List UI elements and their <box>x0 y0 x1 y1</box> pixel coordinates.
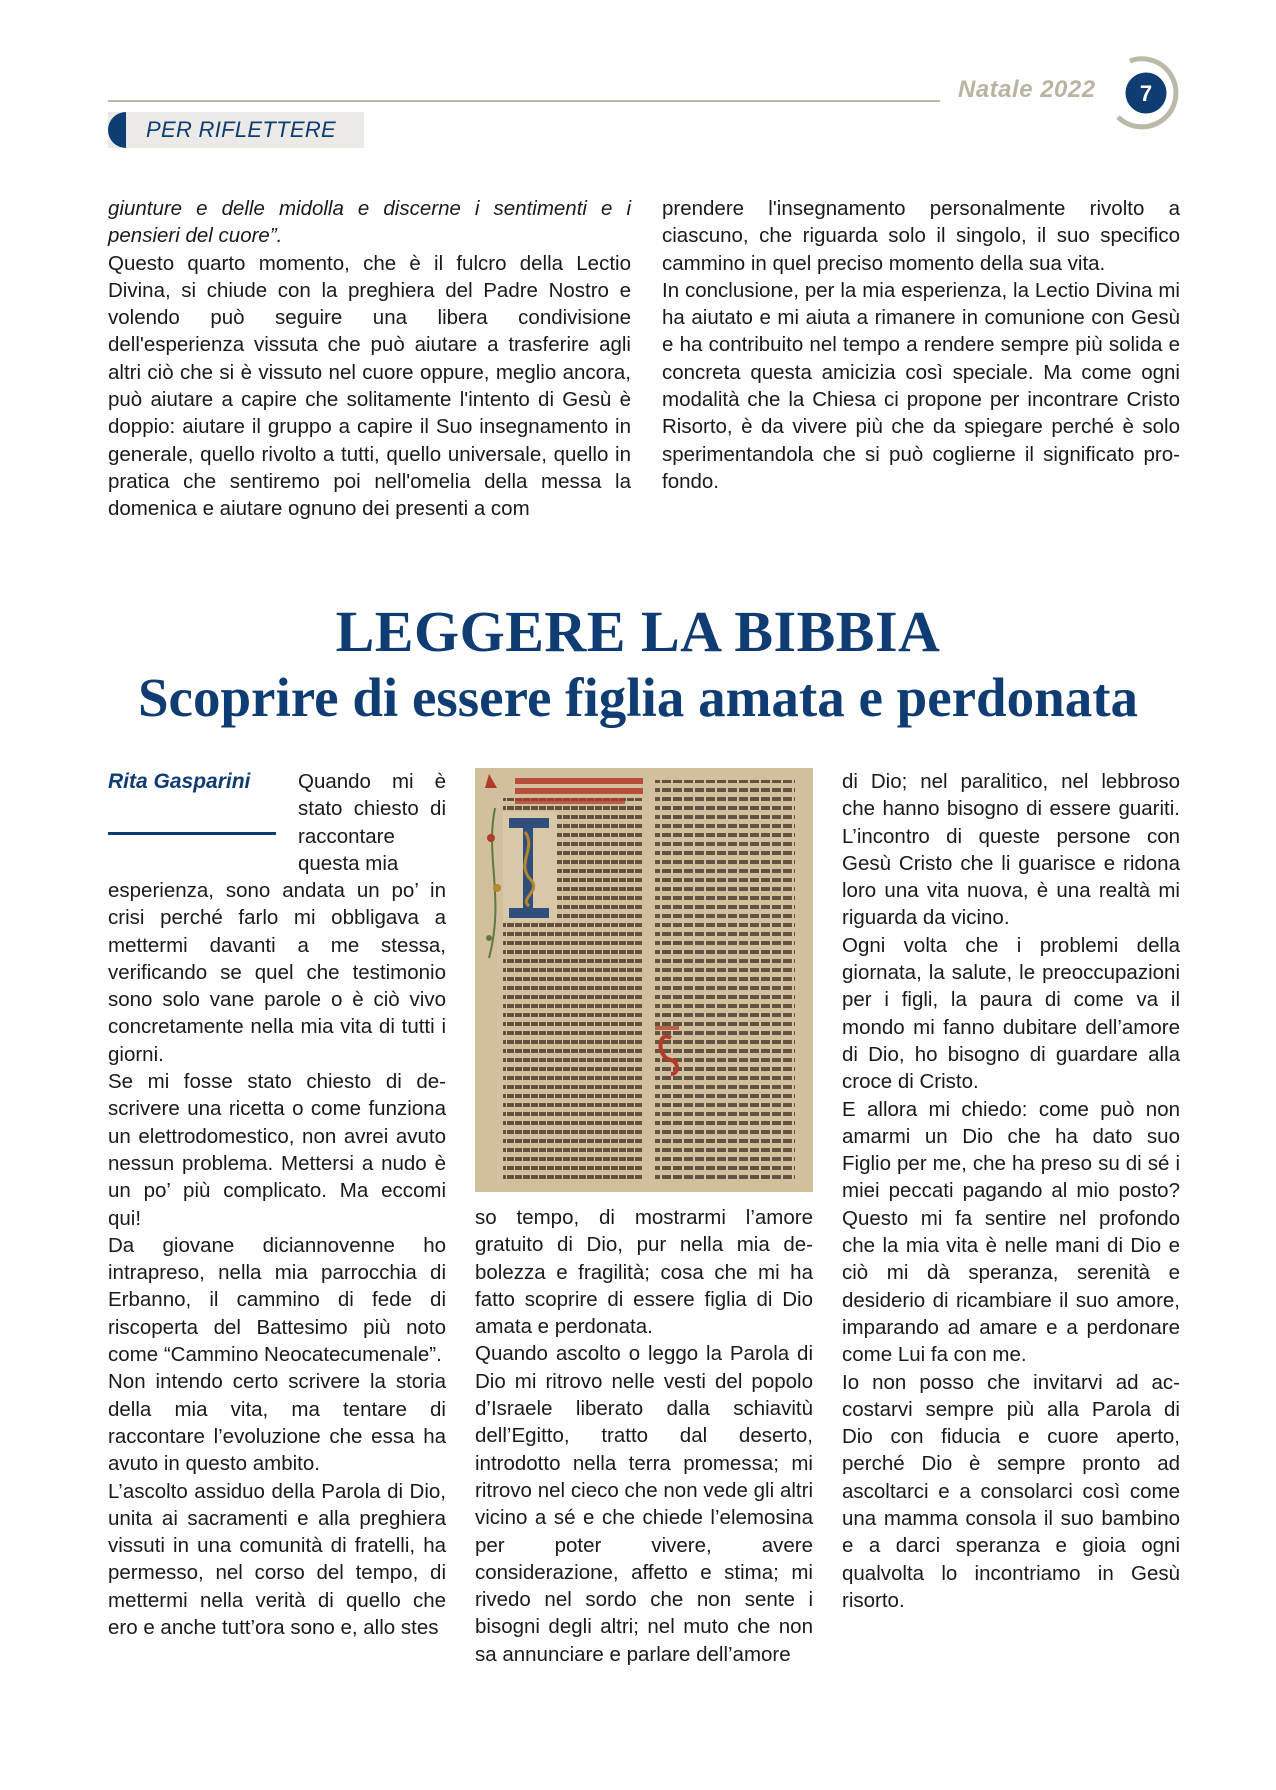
paragraph: Ogni volta che i problemi della giornata, la salute, le preoccupazioni per i figli, la paura di come va il mondo mi fanno dubitare dell’amore di Dio, ho bisogno di guardare alla croce di Cristo. <box>842 933 1180 1094</box>
paragraph: Se mi fosse stato chiesto di descrivere una ricetta o come funziona un elettrodomestico, non avrei avuto nessun problema. Mettersi a nudo è un po’ più complicato. Ma eccomi qui! <box>108 1070 446 1230</box>
column-1 <box>108 877 446 1641</box>
paragraph: L’ascolto assiduo della Parola di Dio, unita ai sacramenti e alla preghiera vissuti in una comunità di fratelli, ha permesso, nel corso del tempo, di mettermi nella verità di quello che ero e anche tutt’ora sono e, allo stes <box>108 1479 446 1640</box>
bible-manuscript-image <box>475 768 813 1192</box>
paragraph: E allora mi chiedo: come può non amarmi un Dio che ha dato suo Figlio per me, che ha preso su di sé i miei peccati pagando al mio posto? Questo mi fa sentire nel profondo che la mia vita è nelle mani di Dio e ciò mi dà speranza, serenità e desiderio di ricambiare il suo amore, imparando ad amare e a perdonare come Lui fa con me. <box>842 1097 1180 1367</box>
author-name: Rita Gasparini <box>108 770 251 793</box>
scripture-quote: giunture e delle midolla e discerne i sentimenti e i pensieri del cuore”. <box>108 197 631 248</box>
section-label: PER RIFLETTERE <box>146 117 337 142</box>
header-rule <box>108 100 940 102</box>
column-2 <box>475 1204 813 1668</box>
top-right-column <box>662 195 1180 495</box>
paragraph: esperienza, sono andata un po’ in crisi perché farlo mi obbligava a mettermi davanti a me stessa, verificando se quel che testimonio sono solo vane parole o è ciò vivo concretamente nella mia vita di tutti i giorni. <box>108 879 446 1066</box>
paragraph: Quando ascolto o leggo la Parola di Dio mi ritrovo nelle vesti del popolo d’Israele liberato dalla schiavitù dell’Egitto, tratto dal deserto, introdotto nella terra promessa; mi ritrovo nel cieco che non vede gli altri vicino a sé e che chiede l’elemosina per poter vivere, avere considerazione, affetto e stima; mi rivedo nel sordo che non sente i bisogni degli altri; nel muto che non sa annunciare e parlare dell’amore <box>475 1342 813 1666</box>
issue-label: Natale 2022 <box>958 76 1096 103</box>
article-subtitle: Scoprire di essere figlia amata e perdonata <box>137 667 1139 728</box>
article-title: LEGGERE LA BIBBIA <box>335 599 941 664</box>
paragraph: prendere l'insegnamento personalmente rivolto a ciascuno, che riguarda solo il singolo, il suo specifico cammino in quel preciso momento della sua vita. <box>662 197 1180 275</box>
paragraph: In conclusione, per la mia esperienza, la Lectio Divina mi ha aiutato e mi aiuta a rimanere in comunione con Gesù e ha contribuito nel tempo a rendere sempre più solida e concreta questa amicizia così speciale. Ma come ogni modalità che la Chiesa ci propone per incontrare Cristo Risorto, è da vivere più che da spiegare perché è solo sperimentandola che si può coglierne il significato profondo. <box>662 278 1180 493</box>
paragraph: Quando mi è stato chiesto di raccontare questa mia <box>298 770 446 875</box>
page-number: 7 <box>1139 81 1153 106</box>
paragraph: Questo quarto momento, che è il fulcro della Lectio Divina, si chiude con la preghiera del Padre Nostro e volendo può seguire una libera condivisione dell'esperienza vissuta che può aiutare a trasferire agli altri ciò che si è vissuto nel cuore oppure, meglio ancora, può aiutare a capire che solitamente l'intento di Gesù è doppio: aiutare il gruppo a capire il Suo insegnamento in generale, quello rivolto a tutti, quello universale, quello in pratica che sentiremo poi nell'omelia della messa la domenica e aiutare ognuno dei presenti a com <box>108 251 631 521</box>
top-left-column <box>108 195 631 523</box>
author-rule <box>108 832 276 835</box>
paragraph: Io non posso che invitarvi ad accostarvi sempre più alla Parola di Dio con fiducia e cuore aperto, perché Dio è sempre pronto ad ascoltarci e a consolarci così come una mamma consola il suo bambino e a darci speranza e gioia ogni qualvolta lo incontriamo in Gesù risorto. <box>842 1370 1180 1612</box>
paragraph: di Dio; nel paralitico, nel lebbroso che hanno bisogno di essere guariti. L’incontro di queste persone con Gesù Cristo che li guarisce e ridona loro una vita nuova, è una realtà mi riguarda da vicino. <box>842 770 1180 930</box>
page-number-badge <box>1110 55 1185 133</box>
paragraph: Da giovane diciannovenne ho intrapreso, nella mia parrocchia di Erbanno, il cammino di fede di riscoperta del Battesimo più noto come “Cammino Neocatecumenale”. <box>108 1233 446 1367</box>
paragraph: Non intendo certo scrivere la storia della mia vita, ma tentare di raccontare l’evoluzione che essa ha avuto in questo ambito. <box>108 1370 446 1476</box>
paragraph: so tempo, di mostrarmi l’amore gratuito di Dio, pur nella mia debolezza e fragilità; cosa che mi ha fatto scoprire di essere figlia di Dio amata e perdonata. <box>475 1206 813 1339</box>
section-tag <box>108 112 364 148</box>
column-3 <box>842 768 1180 1614</box>
column-1-intro <box>298 768 446 877</box>
